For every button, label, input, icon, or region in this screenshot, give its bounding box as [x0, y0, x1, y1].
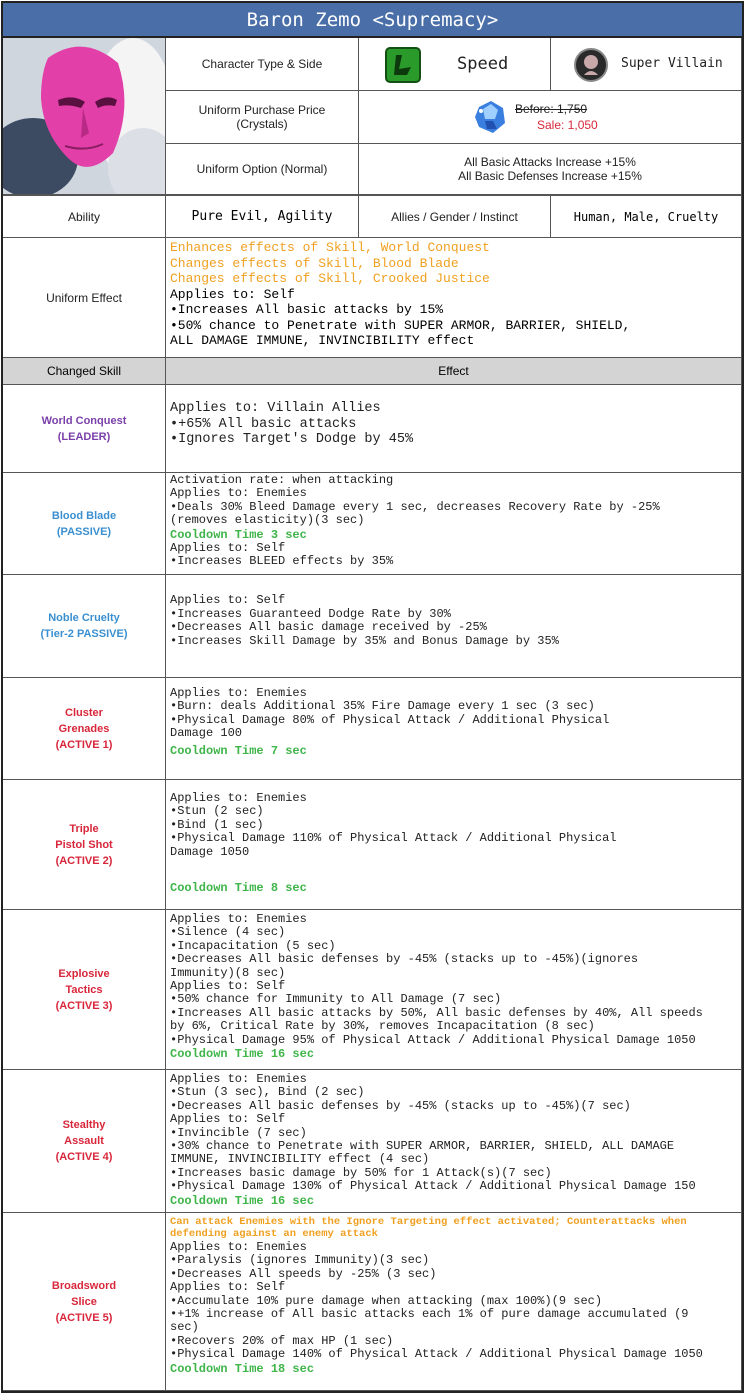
crystal-icon [471, 99, 509, 135]
skill-name: Grenades [58, 722, 110, 735]
skill-name-cell [3, 1070, 166, 1213]
skill-name: (ACTIVE 2) [55, 854, 113, 867]
skill-name-cell [3, 910, 166, 1070]
price-sale: Sale: 1,050 [537, 118, 598, 132]
allies-value: Human, Male, Cruelty [551, 195, 742, 238]
type-cell [359, 38, 551, 91]
uniform-effect-enhance-2: Changes effects of Skill, Blood Blade [170, 255, 459, 271]
skill-name: Blood Blade [51, 509, 117, 522]
char-type-label: Character Type & Side [166, 38, 359, 91]
skill-cooldown: Cooldown Time 16 sec [170, 1047, 315, 1062]
skill-name: (ACTIVE 1) [55, 738, 113, 751]
page-title: Baron Zemo <Supremacy> [3, 3, 742, 38]
skill-name: Stealthy [62, 1119, 106, 1131]
effect-header: Effect [166, 358, 742, 385]
skill-effect-cell [166, 575, 742, 678]
ability-label: Ability [3, 195, 166, 238]
skill-name-cell [3, 473, 166, 575]
uniform-effect-line: ALL DAMAGE IMMUNE, INVINCIBILITY effect [170, 333, 475, 348]
skill-name: Broadsword [51, 1279, 117, 1292]
skill-effect-text: Applies to: Self •Increases Guaranteed Dodge Rate by 30% •Decreases All basic damage received by -25% •Increases Skill Damage by 35% and Bonus Damage by 35% [170, 593, 559, 648]
type-value: Speed [457, 54, 509, 74]
uniform-sheet [1, 1, 744, 1393]
option-value [359, 144, 742, 195]
skill-effect-cell [166, 780, 742, 910]
skill-name: Pistol Shot [55, 838, 113, 851]
side-cell [551, 38, 742, 91]
skill-name: (LEADER) [57, 430, 111, 443]
skill-name: (PASSIVE) [56, 525, 112, 538]
option-line2: All Basic Defenses Increase +15% [458, 169, 642, 183]
skill-cooldown: Cooldown Time 3 sec [170, 527, 307, 542]
skill-effect-text: Applies to: Enemies •Burn: deals Additional 35% Fire Damage every 1 sec (3 sec) •Physical Damage 80% of Physical Attack / Additional Physical Damage 100 [170, 686, 610, 741]
skill-name: Triple [69, 822, 99, 835]
allies-label: Allies / Gender / Instinct [359, 195, 551, 238]
uniform-effect-enhance-1: Enhances effects of Skill, World Conquest [170, 240, 490, 255]
uniform-effect-line: •Increases All basic attacks by 15% [170, 302, 444, 317]
changed-skill-header: Changed Skill [3, 358, 166, 385]
skill-effect-note: Can attack Enemies with the Ignore Targeting effect activated; Counterattacks when defending against an enemy attack [170, 1216, 687, 1240]
skill-name: (ACTIVE 3) [55, 999, 113, 1012]
skill-effect-text: Applies to: Enemies •Paralysis (ignores Immunity)(3 sec) •Decreases All speeds by -25% (3 sec) Applies to: Self •Accumulate 10% pure damage when attacking (max 100%)(9 sec) •+1% increase of All basic attacks each 1% of pure damage accumulated (9 sec) •Recovers 20% of max HP (1 sec) •Physical Damage 140% of Physical Attack / Additional Physical Damage 1050 [170, 1240, 703, 1362]
skill-name-cell [3, 678, 166, 780]
option-label: Uniform Option (Normal) [166, 144, 359, 195]
skill-name: Cluster [65, 706, 103, 719]
skill-effect-text: Applies to: Self •Increases BLEED effects by 35% [170, 541, 394, 569]
skill-name: Explosive [58, 967, 110, 980]
skill-effect-cell [166, 678, 742, 780]
skill-name-cell [3, 385, 166, 473]
skill-name-cell [3, 575, 166, 678]
skill-cooldown: Cooldown Time 18 sec [170, 1361, 315, 1376]
skill-name: (Tier-2 PASSIVE) [40, 628, 128, 640]
uniform-effect-line: Applies to: Self [170, 286, 295, 302]
skill-effect-text: Applies to: Enemies •Stun (2 sec) •Bind (1 sec) •Physical Damage 110% of Physical Attack / Additional Physical Damage 1050 [170, 791, 617, 859]
skill-name-cell [3, 1213, 166, 1391]
skill-effect-cell [166, 385, 742, 473]
skill-effect-cell [166, 910, 742, 1070]
skill-name: Assault [64, 1135, 104, 1147]
skill-effect-text: Applies to: Enemies •Silence (4 sec) •Incapacitation (5 sec) •Decreases All basic defenses by -45% (stacks up to -45%)(ignores Immunity)(8 sec) Applies to: Self •50% chance for Immunity to All Damage (7 sec) •Increases All basic attacks by 50%, All basic defenses by 40%, All speeds by 6%, Critical Rate by 30%, removes Incapacitation (8 sec) •Physical Damage 95% of Physical Attack / Additional Physical Damage 1050 [170, 912, 703, 1047]
uniform-effect-enhance-3: Changes effects of Skill, Crooked Justice [170, 271, 490, 286]
uniform-effect-label: Uniform Effect [3, 238, 166, 358]
character-portrait [3, 38, 166, 195]
villain-emblem-icon [573, 47, 609, 83]
skill-name-cell [3, 780, 166, 910]
skill-effect-text: Activation rate: when attacking Applies to: Enemies •Deals 30% Bleed Damage every 1 sec, decreases Recovery Rate by -25% (removes elasticity)(3 sec) [170, 473, 660, 528]
skill-cooldown: Cooldown Time 7 sec [170, 743, 307, 758]
skill-name: Slice [71, 1295, 97, 1308]
price-before: Before: 1,750 [515, 102, 588, 116]
skill-name: Tactics [65, 983, 103, 996]
ability-value: Pure Evil, Agility [166, 195, 359, 238]
price-label-line1: Uniform Purchase Price [198, 103, 326, 117]
skill-effect-text: Applies to: Enemies •Stun (3 sec), Bind (2 sec) •Decreases All basic defenses by -45% (stacks up to -45%)(7 sec) Applies to: Self •Invincible (7 sec) •30% chance to Penetrate with SUPER ARMOR, BARRIER, SHIELD, ALL DAMAGE IMMUNE, INVINCIBILITY effect (4 sec) •Increases basic damage by 50% for 1 Attack(s)(7 sec) •Physical Damage 130% of Physical Attack / Additional Physical Damage 150 [170, 1072, 696, 1194]
uniform-effect-body [166, 238, 742, 358]
skill-name: World Conquest [41, 414, 127, 427]
skill-name: Noble Cruelty [48, 612, 120, 624]
skill-effect-text: Applies to: Villain Allies •+65% All basic attacks •Ignores Target's Dodge by 45% [170, 401, 414, 447]
skill-effect-cell [166, 473, 742, 575]
side-value: Super Villain [621, 56, 723, 71]
option-line1: All Basic Attacks Increase +15% [464, 155, 636, 169]
skill-effect-cell [166, 1213, 742, 1391]
uniform-effect-line: •50% chance to Penetrate with SUPER ARMOR, BARRIER, SHIELD, [170, 317, 631, 333]
skill-cooldown: Cooldown Time 8 sec [170, 881, 307, 896]
price-label [166, 91, 359, 144]
price-cell [359, 91, 742, 144]
price-label-line2: (Crystals) [236, 117, 288, 131]
skill-name: (ACTIVE 4) [55, 1151, 113, 1163]
skill-name: (ACTIVE 5) [55, 1311, 113, 1324]
skill-cooldown: Cooldown Time 16 sec [170, 1193, 315, 1208]
speed-icon [385, 47, 421, 83]
baron-zemo-portrait-icon [3, 38, 165, 194]
skill-effect-cell [166, 1070, 742, 1213]
